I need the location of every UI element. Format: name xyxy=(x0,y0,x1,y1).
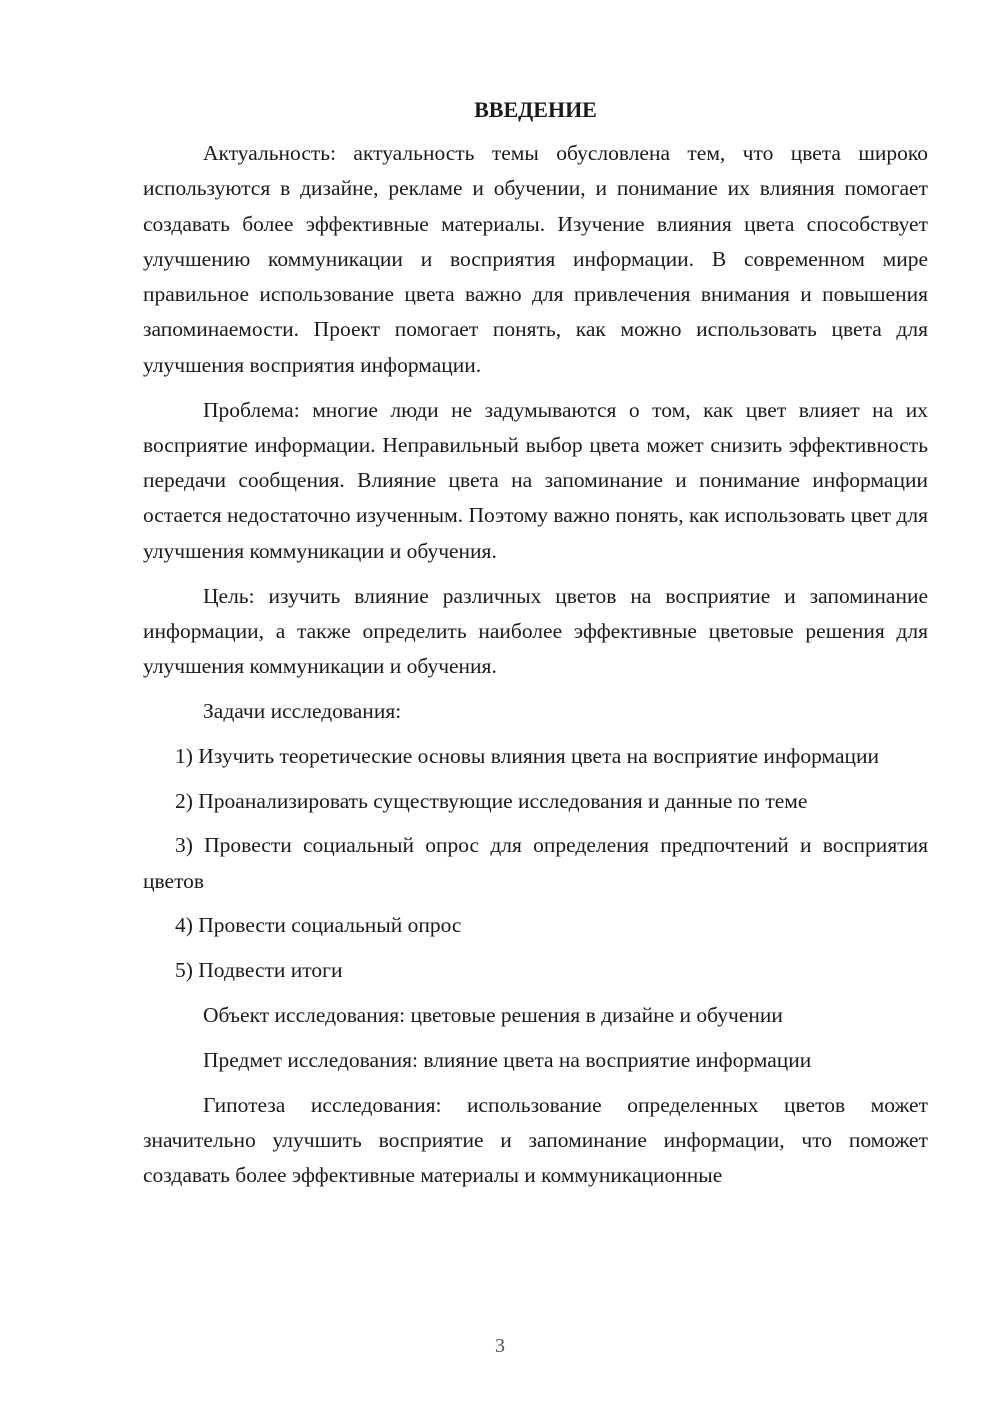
document-page xyxy=(143,96,928,1203)
task-item: 1) Изучить теоретические основы влияния цвета на восприятие информации xyxy=(175,743,880,768)
goal-paragraph: Цель: изучить влияние различных цветов на восприятие и запоминание информации, а также определить наиболее эффективные цветовые решения для улучшения коммуникации и обучения. xyxy=(143,583,928,679)
subject-paragraph: Предмет исследования: влияние цвета на восприятие информации xyxy=(203,1047,812,1072)
relevance-paragraph: Актуальность: актуальность темы обусловлена тем, что цвета широко используются в дизайне, рекламе и обучении, и понимание их влияния помогает создавать более эффективные материалы. Изучение влияния цвета способствует улучшению коммуникации и восприятия информации. В современном мире правильное использование цвета важно для привлечения внимания и повышения запоминаемости. Проект помогает понять, как можно использовать цвета для улучшения восприятия информации. xyxy=(143,141,928,377)
hypothesis-paragraph: Гипотеза исследования: использование определенных цветов может значительно улучшить восприятие и запоминание информации, что поможет создавать более эффективные материалы и коммуникационные xyxy=(143,1092,928,1188)
task-item: 5) Подвести итоги xyxy=(175,958,343,983)
object-paragraph: Объект исследования: цветовые решения в дизайне и обучении xyxy=(203,1003,783,1028)
task-item: 3) Провести социальный опрос для определения предпочтений и восприятия цветов xyxy=(143,833,928,893)
task-item: 4) Провести социальный опрос xyxy=(175,913,462,938)
tasks-title: Задачи исследования: xyxy=(203,698,402,723)
section-heading: ВВЕДЕНИЕ xyxy=(474,97,597,122)
task-item: 2) Проанализировать существующие исследования и данные по теме xyxy=(175,788,808,813)
page-number: 3 xyxy=(495,1335,505,1357)
tasks-list xyxy=(143,739,928,989)
problem-paragraph: Проблема: многие люди не задумываются о том, как цвет влияет на их восприятие информации. Неправильный выбор цвета может снизить эффективность передачи сообщения. Влияние цвета на запоминание и понимание информации остается недостаточно изученным. Поэтому важно понять, как использовать цвет для улучшения коммуникации и обучения. xyxy=(143,397,928,563)
